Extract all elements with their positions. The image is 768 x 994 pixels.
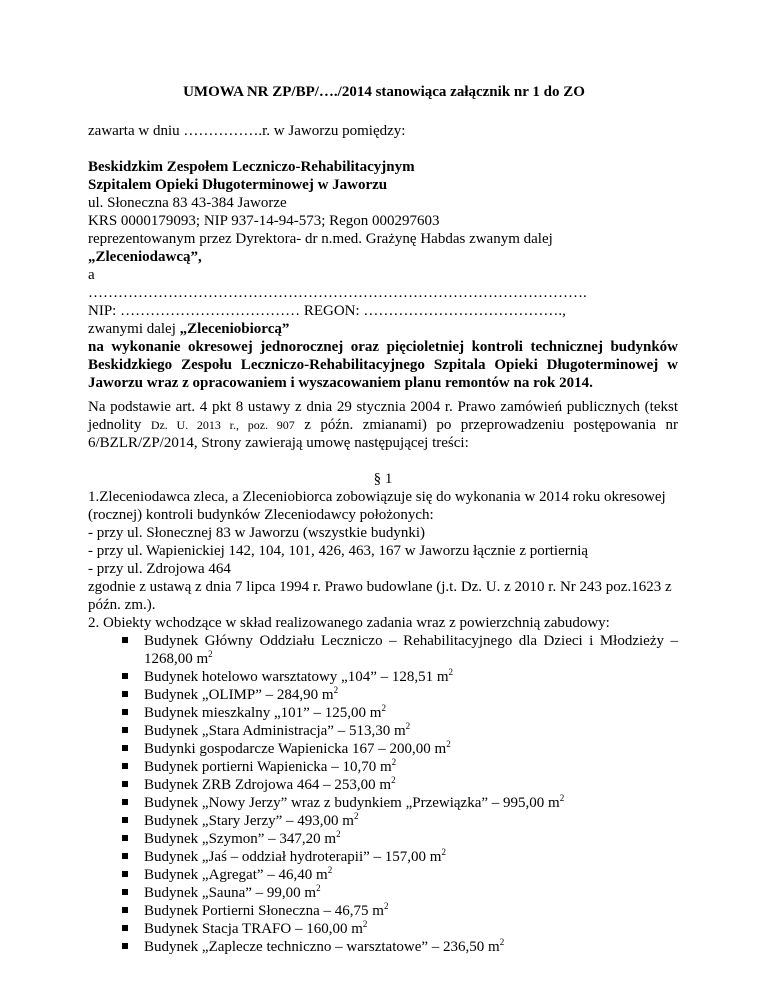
area-unit-exponent: 2 [381,703,386,713]
buildings-list [122,632,678,956]
intro-line: zawarta w dniu …………….r. w Jaworzu pomiędzy: [88,123,406,139]
area-unit-exponent: 2 [208,649,213,659]
square-bullet-icon [122,943,128,949]
area-unit-exponent: 2 [391,775,396,785]
square-bullet-icon [122,637,128,643]
party2-dotted-line: ………………………………………………………………………………………. [88,285,587,301]
legal-basis [88,398,678,452]
building-text: Budynek „Zaplecze techniczno – warsztatowe” – 236,50 [144,939,485,955]
legal-basis-part3: z późn. zmianami) po przeprowadzeniu postępowania nr 6/BZLR/ZP/2014, Strony zawierają umowę następującej treści: [88,417,679,451]
area-unit-exponent: 2 [499,937,505,947]
square-bullet-icon [122,817,128,823]
party1-name-line1: Beskidzkim Zespołem Leczniczo-Rehabilitacyjnym [88,159,415,175]
building-item [122,776,678,794]
building-item [122,704,678,722]
square-bullet-icon [122,727,128,733]
building-item [122,740,678,758]
building-item [122,830,678,848]
building-text: Budynek „Agregat” – 46,40 [144,867,313,883]
area-unit: m [324,831,337,847]
building-text: Budynek ZRB Zdrojowa 464 – 253,00 [144,777,376,793]
party1-address: ul. Słoneczna 83 43-384 Jaworze [88,195,287,211]
area-unit: m [369,705,382,721]
building-item [122,920,678,938]
building-text: Budynek „Jaś – oddział hydroterapii” – 157,00 [144,849,427,865]
location-1: - przy ul. Słonecznej 83 w Jaworzu (wszystkie budynki) [88,525,426,541]
area-unit-exponent: 2 [316,883,321,893]
area-unit: m [434,741,447,757]
area-unit: m [393,723,406,739]
square-bullet-icon [122,709,128,715]
area-unit-exponent: 2 [448,667,454,677]
building-item [122,848,678,866]
building-text: Budynki gospodarcze Wapienicka 167 – 200,00 [144,741,431,757]
area-unit: m [548,795,560,811]
area-unit-exponent: 2 [336,829,341,839]
building-item [122,902,678,920]
area-unit-exponent: 2 [559,793,565,803]
building-item [122,938,678,956]
building-item [122,686,678,704]
square-bullet-icon [122,925,128,931]
area-unit: m [342,813,354,829]
building-text: Budynek „Stary Jerzy” – 493,00 [144,813,339,829]
building-item [122,794,678,812]
area-unit-exponent: 2 [441,847,446,857]
area-unit-exponent: 2 [391,757,397,767]
building-item [122,758,678,776]
square-bullet-icon [122,799,128,805]
building-text: Budynek Główny Oddziału Leczniczo – Rehabilitacyjnego dla Dzieci i Młodzieży – 1268,00 [144,633,678,667]
area-unit: m [379,759,392,775]
building-text: Budynek „Szymon” – 347,20 [144,831,321,847]
party1-block [88,158,678,338]
party1-role: „Zleceniodawcą”, [88,249,202,265]
square-bullet-icon [122,907,128,913]
square-bullet-icon [122,871,128,877]
clause1-text: 1.Zleceniodawca zleca, a Zleceniobiorca zobowiązuje się do wykonania w 2014 roku okresowej (rocznej) kontroli budynków Zleceniodawcy położonych: [88,489,666,523]
building-item [122,632,678,668]
square-bullet-icon [122,781,128,787]
building-item [122,668,678,686]
square-bullet-icon [122,835,128,841]
area-unit-exponent: 2 [327,865,333,875]
building-item [122,884,678,902]
building-text: Budynek mieszkalny „101” – 125,00 [144,705,367,721]
area-unit: m [379,777,392,793]
area-unit: m [304,885,317,901]
legal-basis-part1: Na podstawie art. 4 pkt 8 ustawy z dnia 29 stycznia 2004 r. Prawo zamówień publicznych (tekst jednolity [88,399,678,433]
area-unit-exponent: 2 [362,919,368,929]
building-text: Budynek Stacja TRAFO – 160,00 [144,921,348,937]
party2-role: „Zleceniobiorcą” [179,321,290,337]
section1-body [88,488,678,956]
area-unit-exponent: 2 [405,721,411,731]
contract-subject: na wykonanie okresowej jednorocznej oraz pięcioletniej kontroli technicznej budynków Beskidzkiego Zespołu Leczniczo-Rehabilitacyjnego Szpitala Opieki Długoterminowej w Jaworzu wraz z opracowaniem i wyszacowaniem planu remontów na rok 2014. [88,339,678,391]
area-unit: m [429,849,442,865]
party1-registry-ids: KRS 0000179093; NIP 937-14-94-573; Regon 000297603 [88,213,440,229]
building-text: Budynek hotelowo warsztatowy „104” – 128,51 [144,669,434,685]
party2-nip-regon: NIP: ……………………………… REGON: …………………………………., [88,303,566,319]
square-bullet-icon [122,691,128,697]
location-2: - przy ul. Wapienickiej 142, 104, 101, 426, 463, 167 w Jaworzu łącznie z portiernią [88,543,589,559]
clause2-text: 2. Obiekty wchodzące w skład realizowanego zadania wraz z powierzchnią zabudowy: [88,615,610,631]
legal-basis-journal: Dz. U. 2013 r., poz. 907 [150,418,295,432]
building-item [122,722,678,740]
building-item [122,812,678,830]
area-unit: m [196,651,209,667]
building-text: Budynek Portierni Słoneczna – 46,75 [144,903,369,919]
area-unit-exponent: 2 [333,685,339,695]
square-bullet-icon [122,673,128,679]
area-unit: m [321,687,334,703]
area-unit-exponent: 2 [383,901,389,911]
area-unit-exponent: 2 [446,739,451,749]
building-text: Budynek „Sauna” – 99,00 [144,885,301,901]
conjunction: a [88,267,95,283]
contract-title: UMOWA NR ZP/BP/…./2014 stanowiąca załącznik nr 1 do ZO [183,84,585,100]
party1-name-line2: Szpitalem Opieki Długoterminowej w Jaworzu [88,177,388,193]
square-bullet-icon [122,889,128,895]
square-bullet-icon [122,853,128,859]
building-text: Budynek portierni Wapienicka – 10,70 [144,759,377,775]
area-unit: m [436,669,449,685]
area-unit: m [488,939,500,955]
section-mark: § 1 [373,471,393,487]
building-item [122,866,678,884]
party1-representative: reprezentowanym przez Dyrektora- dr n.med. Grażynę Habdas zwanym dalej [88,231,553,247]
area-unit-exponent: 2 [353,811,359,821]
building-text: Budynek „Stara Administracja” – 513,30 [144,723,391,739]
area-unit: m [372,903,384,919]
area-unit: m [351,921,363,937]
square-bullet-icon [122,745,128,751]
party2-called-line [88,320,678,338]
building-law-reference: zgodnie z ustawą z dnia 7 lipca 1994 r. Prawo budowlane (j.t. Dz. U. z 2010 r. Nr 243 poz.1623 z późn. zm.). [88,579,672,613]
building-text: Budynek „OLIMP” – 284,90 [144,687,319,703]
area-unit: m [316,867,328,883]
location-3: - przy ul. Zdrojowa 464 [88,561,231,577]
square-bullet-icon [122,763,128,769]
party2-called-prefix: zwanymi dalej [88,321,180,337]
building-text: Budynek „Nowy Jerzy” wraz z budynkiem „Przewiązka” – 995,00 [144,795,545,811]
